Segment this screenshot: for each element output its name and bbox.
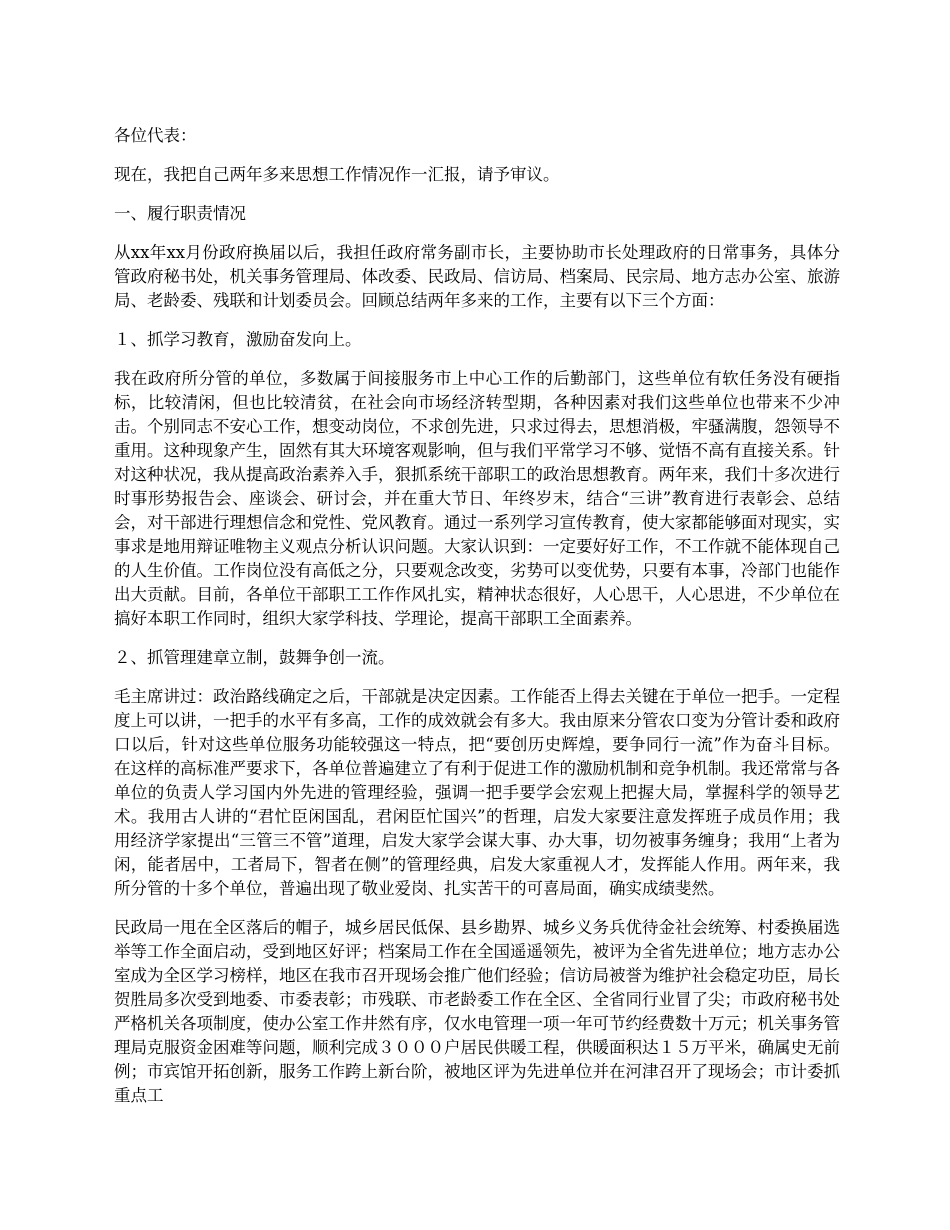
subsection-heading: １、抓学习教育，激励奋发向上。: [114, 330, 362, 349]
body-paragraph: 我在政府所分管的单位，多数属于间接服务市上中心工作的后勤部门，这些单位有软任务没有硬指标，比较清闲，但也比较清贫，在社会向市场经济转型期，各种因素对我们这些单位也带来不少冲击。个别同志不安心工作，想变动岗位，不求创先进，只求过得去，思想消极，牢骚满腹，怨领导不重用。这种现象产生，固然有其大环境客观影响，但与我们平常学习不够、觉悟不高有直接关系。针对这种状况，我从提高政治素养入手，狠抓系统干部职工的政治思想教育。两年来，我们十多次进行时事形势报告会、座谈会、研讨会，并在重大节日、年终岁末，结合“三讲”教育进行表彰会、总结会，对干部进行理想信念和党性、党风教育。通过一系列学习宣传教育，使大家都能够面对现实，实事求是地用辩证唯物主义观点分析认识问题。大家认识到：一定要好好工作，不工作就不能体现自己的人生价值。工作岗位没有高低之分，只要观念改变，劣势可以变优势，只要有本事，冷部门也能作出大贡献。目前，各单位干部职工工作作风扎实，精神状态很好，人心思干，人心思进，不少单位在搞好本职工作同时，组织大家学科技、学理论，提高干部职工全面素养。: [114, 369, 840, 628]
body-paragraph: 毛主席讲过：政治路线确定之后，干部就是决定因素。工作能否上得去关键在于单位一把手。一定程度上可以讲，一把手的水平有多高，工作的成效就会有多大。我由原来分管农口变为分管计委和政府口以后，针对这些单位服务功能较强这一特点，把“要创历史辉煌，要争同行一流”作为奋斗目标。在这样的高标准严要求下，各单位普遍建立了有利于促进工作的激励机制和竞争机制。我还常常与各单位的负责人学习国内外先进的管理经验，强调一把手要学会宏观上把握大局，掌握科学的领导艺术。我用古人讲的“君忙臣闲国乱，君闲臣忙国兴”的哲理，启发大家要注意发挥班子成员作用；我用经济学家提出“三管三不管”道理，启发大家学会谋大事、办大事，切勿被事务缠身；我用“上者为闲，能者居中，工者局下，智者在侧”的管理经典，启发大家重视人才，发挥能人作用。两年来，我所分管的十多个单位，普遍出现了敬业爱岗、扎实苦干的可喜局面，确实成绩斐然。: [114, 687, 840, 898]
document-body: [114, 124, 840, 1123]
intro-paragraph: 现在，我把自己两年多来思想工作情况作一汇报，请予审议。: [114, 165, 560, 184]
subsection-heading: ２、抓管理建章立制，鼓舞争创一流。: [114, 648, 395, 667]
salutation: 各位代表：: [114, 126, 197, 145]
body-paragraph: 从xx年xx月份政府换届以后，我担任政府常务副市长，主要协助市长处理政府的日常事务，具体分管政府秘书处，机关事务管理局、体改委、民政局、信访局、档案局、民宗局、地方志办公室、旅游局、老龄委、残联和计划委员会。回顾总结两年多来的工作，主要有以下三个方面：: [114, 243, 840, 310]
section-heading: 一、履行职责情况: [114, 204, 246, 223]
body-paragraph: 民政局一甩在全区落后的帽子，城乡居民低保、县乡勘界、城乡义务兵优待金社会统筹、村委换届选举等工作全面启动，受到地区好评；档案局工作在全国遥遥领先，被评为全省先进单位；地方志办公室成为全区学习榜样，地区在我市召开现场会推广他们经验；信访局被誉为维护社会稳定功臣，局长贺胜局多次受到地委、市委表彰；市残联、市老龄委工作在全区、全省同行业冒了尖；市政府秘书处严格机关各项制度，使办公室工作井然有序，仅水电管理一项一年可节约经费数十万元；机关事务管理局克服资金困难等问题，顺利完成３０００户居民供暖工程，供暖面积达１５万平米，确属史无前例；市宾馆开拓创新，服务工作跨上新台阶，被地区评为先进单位并在河津召开了现场会；市计委抓重点工: [114, 918, 840, 1105]
